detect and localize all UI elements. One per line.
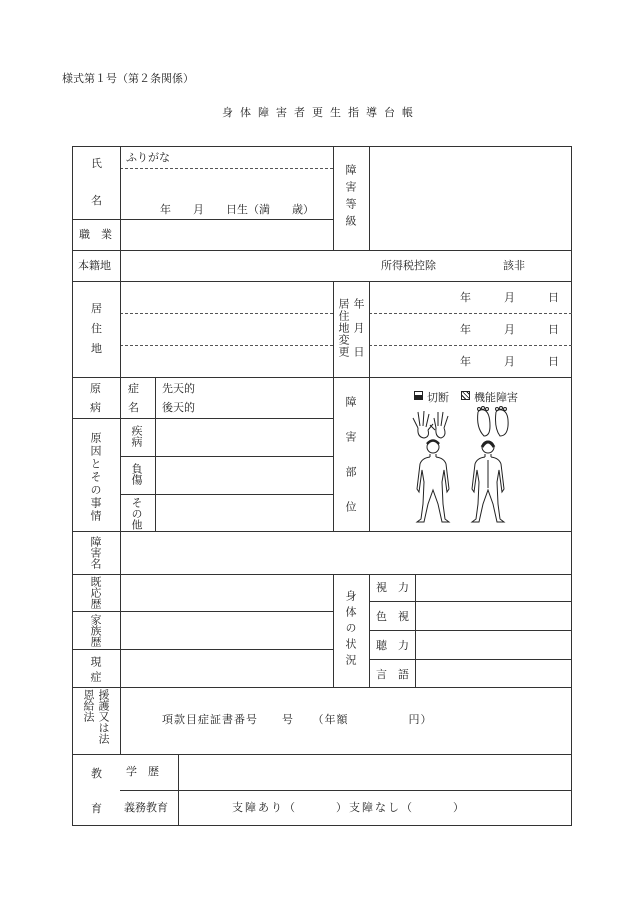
furigana-label: ふりがな (126, 151, 170, 164)
divider (72, 418, 333, 419)
divider (369, 630, 572, 631)
tax-deduction-label: 所得税控除 (381, 259, 436, 272)
divider (369, 281, 370, 531)
hatched-square-icon (461, 391, 470, 400)
family-history-label: 家族歴 (89, 614, 102, 647)
divider (333, 146, 334, 250)
name-label: 氏 (91, 157, 102, 170)
solid-square-icon (414, 391, 423, 400)
divider (333, 281, 334, 531)
body-diagram (400, 404, 540, 526)
disability-name-label: 障害名 (89, 536, 102, 569)
present-symptoms-label: 現症 (89, 656, 102, 686)
education-label: 育 (91, 802, 102, 815)
divider (369, 601, 572, 602)
divider (72, 611, 333, 612)
color-vision-label: 色 視 (376, 610, 409, 623)
hand-outline-icon (413, 411, 448, 438)
divider (155, 377, 156, 531)
divider (178, 754, 179, 826)
divider (369, 345, 572, 346)
divider (72, 281, 572, 282)
divider (120, 790, 572, 791)
other-label: その他 (130, 497, 143, 530)
divider (120, 313, 333, 314)
original-disease-label: 原 (90, 382, 101, 395)
divider (333, 574, 334, 687)
physical-status-label: 身体の状況 (344, 590, 357, 670)
divider (369, 574, 370, 687)
domicile-label: 本籍地 (78, 259, 111, 272)
functional-disorder-legend-label: 機能障害 (474, 391, 518, 404)
body-front-icon (417, 441, 449, 523)
divider (72, 377, 572, 378)
occupation-label: 職 業 (79, 228, 112, 241)
form-number: 様式第１号（第２条関係） (62, 72, 194, 85)
divider (369, 659, 572, 660)
residence-label: 地 (91, 342, 102, 355)
divider (72, 531, 572, 532)
cause-label: 原因とその事情 (89, 432, 102, 523)
disability-site-label: 障害部位 (344, 396, 357, 536)
divider (72, 574, 572, 575)
aid-details: 項款目症証書番号 号 （年額 円） (162, 713, 433, 726)
divider (72, 219, 333, 220)
amputation-legend-label: 切断 (427, 391, 449, 404)
divider (120, 168, 333, 169)
original-disease-label: 病 (90, 401, 101, 414)
divider (415, 574, 416, 687)
residence-date: 年 月 日 (460, 291, 559, 304)
body-back-icon (472, 441, 504, 522)
diagnosis-label: 名 (128, 401, 139, 414)
name-label: 名 (91, 194, 102, 207)
disease-label: 疾病 (130, 425, 143, 447)
academic-history-label: 学 歴 (126, 765, 159, 778)
pension-law-label: 恩給法 (82, 689, 95, 722)
compulsory-education-status: 支障あり（ ）支障なし（ ） (232, 801, 466, 814)
divider (369, 313, 572, 314)
past-history-label: 既応歴 (89, 576, 102, 609)
education-label: 教 (91, 767, 102, 780)
residence-date: 年 月 日 (460, 323, 559, 336)
divider (72, 649, 333, 650)
speech-label: 言 語 (376, 668, 409, 681)
residence-label: 住 (91, 322, 102, 335)
divider (72, 754, 572, 755)
residence-label: 居 (91, 302, 102, 315)
divider (120, 456, 333, 457)
divider (72, 250, 572, 251)
disability-grade-label: 障害等級 (344, 164, 357, 232)
diagnosis-label: 症 (128, 382, 139, 395)
divider (369, 146, 370, 250)
residence-change-ymd-label: 年月日 (352, 298, 365, 370)
compulsory-education-label: 義務教育 (124, 801, 168, 814)
divider (120, 345, 333, 346)
residence-date: 年 月 日 (460, 355, 559, 368)
residence-change-label: 居住地変更 (337, 298, 350, 358)
divider (120, 146, 121, 754)
relief-law-label: 援護又は法 (97, 689, 110, 744)
foot-outline-icon (478, 407, 509, 437)
divider (120, 494, 333, 495)
page-title: 身体障害者更生指導台帳 (222, 106, 420, 119)
hearing-label: 聴 力 (376, 639, 409, 652)
divider (72, 687, 572, 688)
birth-date-label: 年 月 日生（満 歳） (160, 203, 314, 216)
applicability-label: 該非 (503, 259, 525, 272)
congenital-label: 先天的 (162, 382, 195, 395)
vision-label: 視 力 (376, 581, 409, 594)
injury-label: 負傷 (130, 463, 143, 485)
acquired-label: 後天的 (162, 401, 195, 414)
